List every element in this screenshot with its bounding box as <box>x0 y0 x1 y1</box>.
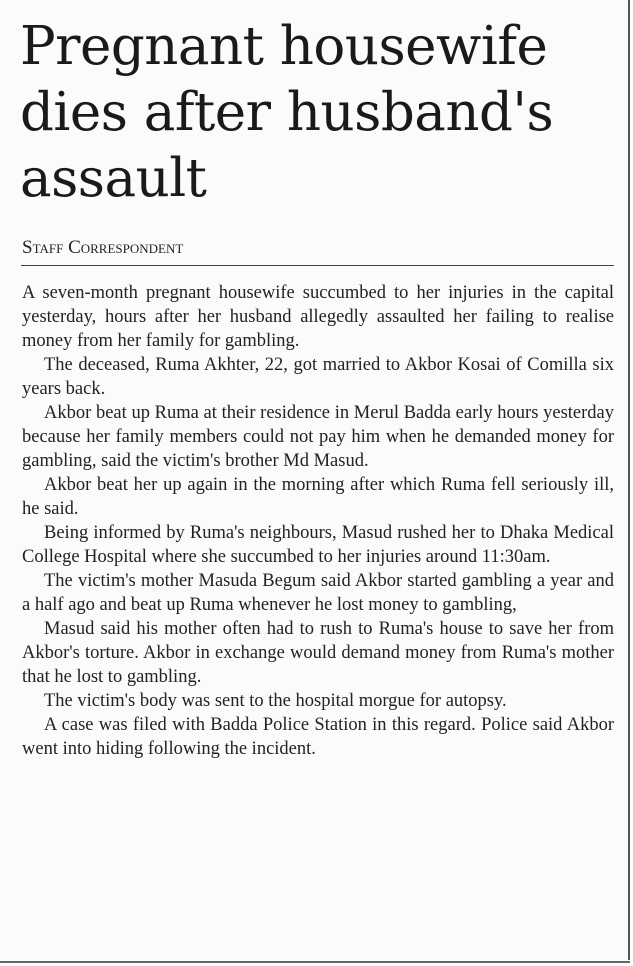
paragraph-3: Akbor beat up Ruma at their residence in Merul Badda early hours yesterday because her family members could not pay him when he demanded money for gambling, said the victim's brother Md Masud. <box>22 403 614 471</box>
headline: Pregnant housewife dies after husband's assault <box>20 16 554 209</box>
byline-divider <box>21 265 614 266</box>
right-border-rule <box>628 0 630 960</box>
bottom-border-rule <box>0 961 630 963</box>
paragraph-9: A case was filed with Badda Police Station in this regard. Police said Akbor went into hiding following the incident. <box>22 715 614 759</box>
paragraph-5: Being informed by Ruma's neighbours, Masud rushed her to Dhaka Medical College Hospital where she succumbed to her injuries around 11:30am. <box>22 523 614 567</box>
paragraph-2: The deceased, Ruma Akhter, 22, got married to Akbor Kosai of Comilla six years back. <box>22 355 614 399</box>
paragraph-1: A seven-month pregnant housewife succumbed to her injuries in the capital yesterday, hours after her husband allegedly assaulted her failing to realise money from her family for gambling. <box>22 283 614 351</box>
paragraph-6: The victim's mother Masuda Begum said Akbor started gambling a year and a half ago and beat up Ruma whenever he lost money to gambling, <box>22 571 614 615</box>
article-body <box>22 281 614 761</box>
paragraph-4: Akbor beat her up again in the morning after which Ruma fell seriously ill, he said. <box>22 475 614 519</box>
byline: Staff Correspondent <box>22 237 184 258</box>
paragraph-8: The victim's body was sent to the hospital morgue for autopsy. <box>44 691 507 711</box>
paragraph-7: Masud said his mother often had to rush to Ruma's house to save her from Akbor's torture. Akbor in exchange would demand money from Ruma's mother that he lost to gambling. <box>22 619 614 687</box>
